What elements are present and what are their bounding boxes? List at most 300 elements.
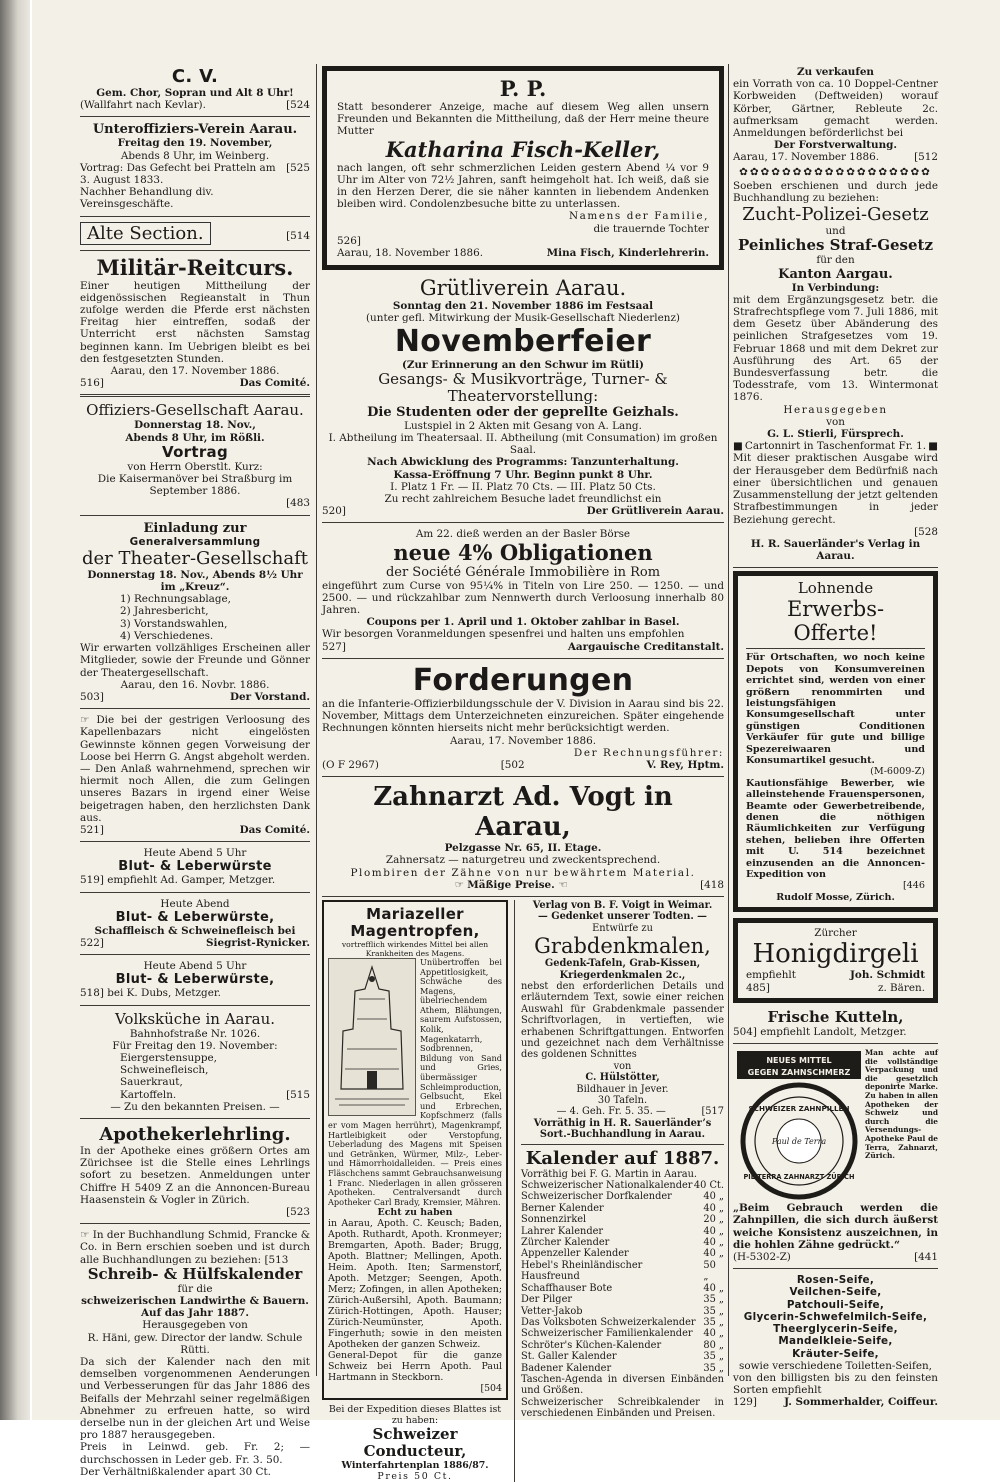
ad-offiziers-vortrag: Vortrag — [161, 442, 229, 461]
divider — [322, 776, 724, 777]
ad-unteroffiziers-title: Unteroffiziers-Verein Aarau. — [92, 122, 298, 138]
ad-kapellen-text: Die bei der gestrigen Verloosung des Kapellenbazars nicht eingelösten Gewinnste können gegen Vorweisung der Loose bei Herrn G. Angst abgeholt werden. — Den Anlaß wahrnehmend, sprechen wir hiermit noch Allen, die zum Gelingen unseres Bazars in irgend einer Weise beigetragen haben, den herzlichsten Dank aus. — [80, 714, 310, 824]
ad-theater-head1: Einladung zur — [143, 520, 247, 536]
ad-honig-name: Joh. Schmidt — [849, 969, 925, 982]
ad-lohnende-text2: Kautionsfähige Bewerber, wie alleinstehende Frauenspersonen, Beamte oder Gewerbetreibende, denen die nöthigen Räumlichkeiten zur Verfügung stehen, belieben ihre Offerten mit U. 514 bezeichnet einzusenden an die Annoncen-Expedition von — [746, 777, 925, 881]
kalender-price: 80 „ — [703, 1339, 724, 1351]
kalender-row — [521, 1340, 724, 1351]
ad-militaer-sign: Das Comité. — [239, 377, 310, 390]
ad-schreib-pre: In der Buchhandlung Schmid, Francke & Co. in Bern erschien soeben und ist durch alle Buchhandlungen zu beziehen: — [80, 1229, 310, 1266]
ad-lohnende-t1: Lohnende — [797, 579, 874, 598]
ad-offiziers-title: Offiziers-Gesellschaft Aarau. — [86, 401, 304, 420]
divider — [80, 116, 310, 117]
ad-pillen-badge — [733, 1049, 865, 1202]
ad-theater-date: Donnerstag 18. Nov., Abends 8½ Uhr — [87, 568, 303, 581]
ad-alte-section — [80, 220, 310, 247]
ad-honig-ref: 485] — [746, 981, 770, 994]
ad-forder-sig1: Der Rechnungsführer: — [573, 746, 724, 759]
pointing-hand-icon: ☞ — [80, 714, 90, 727]
divider — [80, 954, 310, 955]
ad-volk-items — [80, 1052, 310, 1101]
ad-kutteln-ref: 504] — [733, 1025, 757, 1038]
ad-mariazeller — [322, 900, 508, 1482]
ad-schreib-price: Preis in Leinwd. geb. Fr. 2; — durchschossen in Leder geb. Fr. 3. 50. — [80, 1441, 310, 1466]
ad-cv-line: Gem. Chor, Sopran und Alt 8 Uhr! — [96, 87, 294, 99]
kalender-row — [521, 1363, 724, 1374]
column-rule-right — [728, 64, 729, 1376]
ad-oblig-title: neue 4% Obligationen — [393, 539, 653, 565]
ad-gruetli-memo: (Zur Erinnerung an den Schwur im Rütli) — [402, 358, 644, 371]
ad-theater-sign: Der Vorstand. — [229, 690, 310, 703]
kalender-name: Schaffhauser Bote — [521, 1282, 613, 1294]
ad-blut-siegrist — [80, 896, 310, 952]
ad-theater-item: 2) Jahresbericht, — [120, 605, 209, 618]
ring-text-4: PIL TERRA ZAHNARZT ZÜRICH — [743, 1173, 855, 1182]
ad-gruetli-with: (unter gefl. Mitwirkung der Musik-Gesellschaft Niederlenz) — [366, 312, 680, 325]
kalender-name: Das Volksboten Schweizerkalender — [521, 1316, 696, 1328]
ad-oblig-text2: Wir besorgen Voranmeldungen spesenfrei und halten uns empfohlen — [322, 628, 685, 641]
ad-straf-name: G. L. Stierli, Fürsprech. — [767, 428, 904, 441]
divider — [733, 567, 938, 568]
ad-volk-date: Für Freitag den 19. November: — [112, 1039, 278, 1052]
ad-grab-pages: 30 Tafeln. — [597, 1095, 648, 1107]
ad-kutteln — [733, 1007, 938, 1040]
ad-volk-ref: [515 — [286, 1088, 310, 1101]
ad-mariazeller-sub: vortrefflich wirkendes Mittel bei allen Krankheiten des Magens. — [341, 939, 489, 958]
ad-pp-name: Katharina Fisch-Keller, — [385, 136, 661, 162]
ad-oblig-ref: 527] — [322, 640, 346, 653]
ad-oblig-sign: Aargauische Creditanstalt. — [567, 640, 724, 653]
ad-conducteur-price: Preis 50 Ct. — [377, 1471, 453, 1482]
pointing-hand-icon: ☞ — [80, 1229, 90, 1242]
ring-text-2: GEGEN ZAHNSCHMERZ — [747, 1068, 851, 1078]
kalender-price: 50 „ — [703, 1259, 716, 1283]
ad-kalender-tail2: Schweizerischer Schreibkalender in verschiedenen Einbänden und Preisen. — [521, 1396, 724, 1420]
ad-kalender-title: Kalender auf 1887. — [525, 1147, 720, 1169]
kalender-row — [521, 1306, 724, 1317]
ad-zahnarzt-l3: Mäßige Preise. — [467, 878, 555, 891]
ad-conducteur-title: Schweizer Conducteur, — [363, 1425, 467, 1461]
column-left — [80, 64, 310, 1478]
ad-forder-text: an die Infanterie-Offizierbildungsschule der V. Division in Aarau sind bis 22. November, Mittags dem Unterzeichneten einzureichen. Später eingehende Rechnungen könnten hierseits nicht mehr berücksichtigt werden. — [322, 697, 724, 735]
ad-militaer-ref: 516] — [80, 377, 104, 390]
ad-straf-pre: Soeben erschienen und durch jede Buchhandlung zu beziehen: — [733, 179, 938, 205]
ad-blut-dubs — [80, 958, 310, 1001]
ad-honig-place: z. Bären. — [877, 981, 925, 994]
ad-theater-place: im „Kreuz“. — [160, 581, 230, 594]
ad-gruetli-play2: Lustspiel in 2 Akten mit Gesang von A. Lang. — [404, 419, 642, 432]
divider — [80, 394, 310, 397]
divider — [80, 1223, 310, 1224]
ad-blut2-title: Blut- & Leberwürste, — [115, 909, 275, 925]
ad-zahnarzt-title: Zahnarzt Ad. Vogt in Aarau, — [373, 782, 673, 843]
kalender-price: 40 „ — [703, 1225, 724, 1237]
ad-grab-kalender — [521, 900, 724, 1482]
ad-offiziers — [80, 400, 310, 511]
ad-straf-ref: [528 — [914, 525, 938, 538]
ad-pp-sig1: Namens der Familie, — [568, 210, 709, 223]
ad-straf-von: von — [826, 415, 845, 428]
ad-volk-title: Volksküche in Aarau. — [114, 1009, 276, 1028]
ad-lohnende-t2: Erwerbs-Offerte! — [786, 597, 885, 646]
kalender-name: Badener Kalender — [521, 1362, 612, 1374]
ad-kutteln-line: empfiehlt Landolt, Metzger. — [760, 1025, 907, 1038]
ad-forder-sig2: V. Rey, Hptm. — [646, 758, 724, 771]
ad-zahnarzt-addr: Pelzgasse Nr. 65, II. Etage. — [444, 842, 602, 855]
ad-alte-ref: [514 — [286, 229, 310, 242]
ad-blut3-title: Blut- & Leberwürste, — [115, 972, 275, 988]
divider — [80, 250, 310, 251]
kalender-price: 40 „ — [703, 1202, 724, 1214]
kalender-row — [521, 1237, 724, 1248]
ad-pillen-quote: „Beim Gebrauch werden die Zahnpillen, die sich durch äußerst weiche Konsistenz auszeichnen, in die hohlen Zähne gedrückt.“ — [733, 1202, 938, 1251]
ad-conducteur-pre: Bei der Expedition dieses Blattes ist zu haben: — [328, 1404, 502, 1427]
ad-volk-item: Schweinefleisch, — [120, 1064, 209, 1077]
kalender-price: 40 „ — [703, 1328, 724, 1340]
ad-mariazeller-depot: General-Depot für die ganze Schweiz bei Herrn Apoth. Paul Hartmann in Steckborn. — [328, 1350, 502, 1384]
ad-verkaufen-sign: Der Forstverwaltung. — [773, 139, 898, 152]
kalender-price: 35 „ — [703, 1305, 724, 1317]
kalender-row — [521, 1214, 724, 1225]
ad-grab-ref: [517 — [701, 1106, 724, 1118]
ad-blut1-line: empfiehlt Ad. Gamper, Metzger. — [107, 874, 276, 887]
ad-volk-item: Eiergerstensuppe, — [120, 1051, 217, 1064]
ad-gruetli-big: Novemberfeier — [394, 323, 652, 359]
ad-grab-items: Gedenk-Tafeln, Grab-Kissen, Kriegerdenkmalen 2c., — [544, 958, 701, 981]
ad-offiziers-by: von Herrn Oberstlt. Kurz: — [127, 460, 263, 473]
ad-grab-title: Grabdenkmalen, — [534, 934, 711, 959]
ad-grab-pre: Entwürfe zu — [592, 922, 653, 934]
kalender-name: Berner Kalender — [521, 1202, 604, 1214]
ad-conducteur-sub: Winterfahrtenplan 1886/87. — [341, 1460, 489, 1472]
ad-zahnarzt-l2: Plombiren der Zähne von nur bewährtem Material. — [350, 866, 696, 879]
ad-lohnende-ref: [446 — [902, 880, 925, 892]
ad-lohnende-code: (M-6009-Z) — [870, 766, 925, 778]
ad-grab-avail: Vorräthig in H. R. Sauerländer’s Sort.-Buchhandlung in Aarau. — [533, 1117, 712, 1141]
ad-schreibkalender — [80, 1227, 310, 1480]
ad-grab-role: Bildhauer in Jever. — [576, 1083, 669, 1095]
ad-blut2-line2: Siegrist-Rynicker. — [206, 936, 310, 949]
ad-seifen-sign: J. Sommerhalder, Coiffeur. — [784, 1396, 938, 1409]
ad-seifen — [733, 1272, 938, 1410]
ad-gruetli-date: Sonntag den 21. November 1886 im Festsaal — [392, 300, 654, 313]
ad-zu-verkaufen — [733, 64, 938, 166]
seal-center-text: Paul de Terra — [771, 1137, 827, 1147]
ad-cv-ref: [524 — [286, 99, 310, 112]
ad-seifen-item: Mandelkleie-Seife, — [778, 1335, 893, 1348]
kalender-name: Lahrer Kalender — [521, 1225, 604, 1237]
divider — [322, 658, 724, 659]
divider — [322, 896, 724, 897]
kalender-price: 40 Ct. — [693, 1180, 724, 1192]
ad-grab-price: — 4. Geh. Fr. 5. 35. — — [556, 1106, 666, 1118]
black-square-bullet-icon: ■ — [928, 440, 938, 453]
ad-theater — [80, 519, 310, 705]
divider — [80, 216, 310, 217]
ad-seifen-item: Patchouli-Seife, — [786, 1298, 885, 1311]
ad-blut3-ref: 518] — [80, 987, 104, 1000]
ad-gruetli-invite: Zu recht zahlreichem Besuche ladet freundlichst ein — [384, 493, 662, 506]
ad-verkaufen-date: Aarau, 17. November 1886. — [733, 151, 880, 164]
ad-unteroffiziers-date: Freitag den 19. November, — [117, 137, 273, 150]
ad-straf-hrsg: Herausgegeben — [783, 403, 888, 416]
ad-forder-ref: [502 — [500, 758, 525, 771]
ad-schreib-for: für die — [177, 1282, 213, 1295]
ad-pp-date: Aarau, 18. November 1886. — [337, 247, 484, 260]
ad-volk-item: Sauerkraut, — [120, 1076, 183, 1089]
scan-binding-edge — [0, 0, 30, 1420]
ad-theater-title: der Theater-Gesellschaft — [81, 547, 309, 569]
ad-schreib-title: Schreib- & Hülfskalender — [87, 1264, 303, 1283]
kalender-row — [521, 1351, 724, 1362]
ad-grab-pub: Verlag von B. F. Voigt in Weimar. — [532, 899, 713, 911]
ad-seifen-item: Veilchen-Seife, — [789, 1286, 882, 1299]
ad-blut2-line1: Schaffleisch & Schweinefleisch bei — [94, 924, 296, 937]
ad-mariazeller-text: Unübertroffen bei Appetitlosigkeit, Schwäche des Magens, übelriechendem Athem, Blähungen, saurem Aufstossen, Kolik, Magenkatarrh, Sodbrennen, Bildung von Sand und Gries, übermässiger Schleimproduction, Gelbsucht, Ekel und Erbrechen, Kopfschmerz (falls er vom Magen herrührt), Magenkrampf, Hartleibigkeit oder Verstopfung, Ueberladung des Magens mit Speisen und Getränken, Würmer, Milz-, Leber- und Hämorrhoidalleiden. — Preis eines Fläschchens sammt Gebrauchsanweisung 1 Franc. Niederlagen in allen grösseren Apotheken. Centralversandt durch Apotheker Carl Brady, Kremsier, Mähren. — [328, 956, 502, 1207]
ad-cv-sub: (Wallfahrt nach Kevlar). — [80, 99, 206, 112]
ad-grab-by: von — [613, 1060, 632, 1072]
ad-schreib-editor: Herausgegeben von — [142, 1319, 248, 1332]
kalender-name: Schröter's Küchen-Kalender — [521, 1339, 662, 1351]
kalender-row — [521, 1226, 724, 1237]
divider — [746, 648, 925, 649]
ad-theater-items — [80, 593, 310, 642]
ad-militaer-date: Aarau, den 17. November 1886. — [110, 365, 280, 378]
ad-zahnarzt-l1: Zahnersatz — naturgetreu und zweckentsprechend. — [385, 854, 661, 867]
ad-pp-ref: 526] — [337, 234, 361, 247]
kalender-row — [521, 1203, 724, 1214]
ad-apotheker-ref: [523 — [286, 1206, 310, 1218]
ad-verkaufen-text: ein Vorrath von ca. 10 Doppel-Centner Korbweiden (Deftweiden) worauf Körber, Gärtner, Rebleute 2c. aufmerksam gemacht werden. Anmeldungen beförderlichst bei — [733, 78, 938, 140]
ad-militaer-title: Militär-Reitcurs. — [96, 254, 294, 280]
ad-honigdirgeli — [733, 918, 938, 1003]
pointing-hand-icon: ☞ — [454, 878, 464, 891]
ad-mariazeller-box — [322, 900, 508, 1400]
divider — [733, 1268, 938, 1269]
kalender-row — [521, 1328, 724, 1339]
ad-offiziers-topic: Die Kaisermanöver bei Straßburg im September 1886. — [97, 473, 293, 498]
ad-offiziers-ref: [483 — [286, 497, 310, 510]
ad-zahnpillen — [733, 1047, 938, 1265]
kalender-price: 40 „ — [703, 1237, 724, 1249]
ad-apotheker-title: Apothekerlehrling. — [99, 1123, 291, 1145]
ad-straf-und: und — [825, 225, 846, 238]
ad-seifen-item: Kräuter-Seife, — [792, 1347, 879, 1360]
ad-seifen-item: Glycerin-Schwefelmilch-Seife, — [743, 1310, 928, 1323]
kalender-price: 35 „ — [703, 1351, 724, 1363]
ad-grab-text: nebst den erforderlichen Details und erläuterndem Text, sowie einer reichen Auswahl für Grabdenkmale passender Schriftvorlagen, in vertieften, wie erhabenen Schriftgattungen. Entworfen und gezeichnet nach dem Verhältnisse des goldenen Schnittes — [521, 980, 724, 1061]
ad-kapellen-sign: Das Comité. — [239, 823, 310, 836]
kalender-price: 40 „ — [703, 1248, 724, 1260]
ad-seifen-item: Theerglycerin-Seife, — [773, 1323, 898, 1336]
ad-straf-title1: Zucht-Polizei-Gesetz — [742, 204, 929, 226]
kalender-name: Appenzeller Kalender — [521, 1248, 629, 1260]
ad-volkskueche — [80, 1009, 310, 1115]
ad-forder-date: Aarau, 17. November 1886. — [449, 734, 597, 747]
ad-schreib-target: schweizerischen Landwirthe & Bauern. — [81, 1295, 309, 1308]
ad-schreib-name: R. Häni, gew. Director der landw. Schule Rütti. — [87, 1331, 303, 1356]
ad-blut2-pre: Heute Abend — [160, 897, 230, 910]
ad-gruetli-sign: Der Grütliverein Aarau. — [586, 505, 724, 518]
kalender-row — [521, 1283, 724, 1294]
ad-seifen-l1: sowie verschiedene Toiletten-Seifen, — [739, 1359, 932, 1372]
ad-unteroffiziers-vortrag: Vortrag: Das Gefecht bei Pratteln am 3. August 1833. — [80, 161, 276, 187]
ad-grab-head: — Gedenket unserer Todten. — — [538, 911, 707, 923]
ad-theater-item: 3) Vorstandswahlen, — [120, 617, 228, 630]
ad-apotheker — [80, 1122, 310, 1220]
ad-mariazeller-places: in Aarau, Apoth. C. Keusch; Baden, Apoth. Ruthardt, Apoth. Kronmeyer; Bremgarten, Apoth. Bader; Brugg, Apoth. Blattner; Mellingen, Apoth. Heim. Apoth. Iten; Sarmenstorf, Apoth. Metzger; Seengen, Apoth. Merz; Zofingen, in allen Apotheken; Zürich-Außersihl, Apoth. Baumann; Zürich-Hottingen, Apoth. Hauser; Zürich-Neumünster, Apoth. Fingerhuth; sowie in den meisten Apotheken der ganzen Schweiz. — [328, 1218, 502, 1351]
ad-oblig-text1: eingeführt zum Curse von 95¼% in Titeln von Lire 250. — 1250. — und 2500. — und rückzahlbar zum Nennwerth durch Verloosung innerhalb 80 Jahren. — [322, 579, 724, 617]
ad-grab-name: C. Hülstötter, — [585, 1072, 660, 1084]
kalender-price: 35 „ — [703, 1362, 724, 1374]
ad-gruetli-prices: I. Platz 1 Fr. — II. Platz 70 Cts. — III. Platz 50 Cts. — [390, 480, 656, 493]
divider — [733, 1043, 938, 1044]
ad-unteroffiziers-time: Abends 8 Uhr, im Weinberg. — [120, 149, 270, 162]
ad-theater-head2: Generalversammlung — [129, 535, 261, 548]
ad-straf-verb: In Verbindung: — [791, 281, 880, 294]
ad-verkaufen-ref: [512 — [914, 151, 938, 164]
ad-straf-title2: Peinliches Straf-Gesetz — [738, 236, 933, 255]
ad-theater-ref: 503] — [80, 690, 104, 703]
ring-text-1: NEUES MITTEL — [766, 1056, 832, 1066]
ad-theater-item: 1) Rechnungsablage, — [120, 593, 231, 606]
ad-volk-addr: Bahnhofstraße Nr. 1026. — [129, 1027, 261, 1040]
divider — [322, 522, 724, 523]
divider — [80, 892, 310, 893]
kalender-price: 35 „ — [703, 1294, 724, 1306]
ad-schreib-last: Der Verhältnißkalender apart 30 Ct. — [80, 1465, 271, 1478]
ad-gruetli-after: Nach Abwicklung des Programms: Tanzunterhaltung. — [367, 456, 679, 469]
ad-honig-title: Honigdirgeli — [752, 939, 919, 970]
ad-pp-title: P. P. — [499, 76, 547, 101]
ad-gruetli-abt: I. Abtheilung im Theatersaal. II. Abtheilung (mit Consumation) im großen Saal. — [328, 432, 718, 457]
ad-unteroffiziers-tail: Nachher Behandlung div. Vereinsgeschäfte. — [80, 186, 214, 211]
ad-straf-text: mit dem Ergänzungsgesetz betr. die Strafrechtspflege vom 7. Juli 1886, mit dem Gesetz über Abänderung des peinlichen Strafgesetzes vom 19. Februar 1868 und mit dem Dekret zur Ausführung des Art. 65 der Bundesverfassung betr. die Todesstrafe, vom 13. Wintermonat 1876. — [733, 293, 938, 404]
ad-militaer-text: Einer heutigen Mittheilung der eidgenössischen Regieanstalt in Thun zufolge werden die Pferde erst nächsten Freitag hier eintreffen, sodaß der Unterricht erst nächsten Samstag beginnen kann. Im Uebrigen bleibt es bei den festgesetzten Stunden. — [80, 279, 310, 365]
ad-mariazeller-title1: Mariazeller — [366, 904, 464, 923]
ad-forderungen — [322, 662, 724, 773]
ad-pp-sig3: Mina Fisch, Kinderlehrerin. — [546, 247, 709, 260]
divider — [80, 841, 310, 842]
kalender-name: Hebel's Rheinländischer Hausfreund — [521, 1259, 643, 1283]
ad-offiziers-date: Donnerstag 18. Nov., — [134, 419, 256, 432]
ad-lohnende-sign: Rudolf Mosse, Zürich. — [776, 891, 895, 903]
ad-kalender-pre: Vorräthig bei F. G. Martin in Aarau. — [521, 1168, 698, 1180]
ring-text-3: SCHWEIZER ZAHNPILLEN — [748, 1104, 850, 1114]
divider — [80, 708, 310, 709]
ad-theater-date2: Aarau, den 16. Novbr. 1886. — [120, 678, 270, 691]
ad-schreib-year: Auf das Jahr 1887. — [140, 1307, 249, 1320]
kalender-price: 40 „ — [703, 1191, 724, 1203]
church-illustration — [328, 958, 416, 1116]
ad-zahnarzt — [322, 780, 724, 893]
ad-blut3-line: bei K. Dubs, Metzger. — [107, 987, 221, 1000]
ad-blut3-pre: Heute Abend 5 Uhr — [143, 960, 247, 973]
column-middle — [322, 64, 724, 1482]
ad-seifen-l2: von den billigsten bis zu den feinsten Sorten empfiehlt — [733, 1371, 938, 1397]
kalender-name: Sonnenzirkel — [521, 1214, 587, 1226]
pointing-hand-icon: ☜ — [558, 878, 568, 891]
ad-straf-sign: H. R. Sauerländer's Verlag in Aarau. — [750, 537, 921, 563]
kalender-name: St. Galler Kalender — [521, 1351, 617, 1363]
column-rule-left — [316, 64, 317, 1376]
ad-erwerbs-offerte — [733, 571, 938, 912]
ad-kapellenbazar — [80, 712, 310, 838]
kalender-row — [521, 1294, 724, 1305]
ad-zahnarzt-ref: [418 — [700, 878, 724, 891]
ad-gruetli-title: Grütliverein Aarau. — [419, 276, 627, 301]
kalender-price: 20 „ — [703, 1214, 724, 1226]
ad-kalender-tail1: Taschen-Agenda in diversen Einbänden und Größen. — [521, 1373, 724, 1397]
ad-gruetli-prog: Gesangs- & Musikvorträge, Turner- & Theatervorstellung: — [378, 369, 668, 405]
ad-theater-text: Wir erwarten vollzähliges Erscheinen aller Mitglieder, sowie der Freunde und Gönner der Theatergesellschaft. — [80, 642, 310, 679]
divider — [80, 1005, 310, 1006]
ad-schreib-ref: [513 — [264, 1253, 289, 1266]
middle-lower-row — [322, 900, 724, 1482]
kalender-name: Schweizerischer Dorfkalender — [521, 1191, 672, 1203]
divider — [80, 1118, 310, 1119]
ad-straf-cart: Cartonnirt in Taschenformat Fr. 1. — [744, 440, 927, 453]
ad-unteroffiziers — [80, 120, 310, 212]
kalender-row — [521, 1180, 724, 1191]
ad-death-notice — [322, 66, 724, 270]
kalender-name: Schweizerischer Nationalkalender — [521, 1180, 693, 1192]
ad-apotheker-text: In der Apotheke eines größern Ortes am Zürichsee ist die Stelle eines Lehrlings sofort zu besetzen. Anmeldungen unter Chiffre H 5409 Z an die Annoncen-Bureau Haasenstein & Vogler in Zürich. — [80, 1144, 310, 1206]
ad-forder-title: Forderungen — [412, 662, 634, 698]
ad-blut2-ref: 522] — [80, 936, 104, 949]
kalender-name: Der Pilger — [521, 1294, 573, 1306]
ad-gruetli-ref: 520] — [322, 505, 346, 518]
kalender-name: Zürcher Kalender — [521, 1237, 610, 1249]
ad-unteroffiziers-ref: [525 — [286, 161, 310, 174]
black-square-bullet-icon: ■ — [733, 440, 743, 453]
column-right — [733, 64, 938, 1409]
ad-alte-title: Alte Section. — [80, 222, 211, 245]
ad-strafgesetz — [733, 178, 938, 564]
ad-oblig-sub: der Société Générale Immobilière in Rom — [385, 564, 661, 580]
ad-oblig-coupons: Coupons per 1. April und 1. Oktober zahlbar in Basel. — [366, 616, 680, 629]
ad-honig-emp: empfiehlt — [746, 969, 796, 982]
ad-kutteln-title: Frische Kutteln, — [767, 1007, 904, 1026]
kalender-name: Schweizerischer Familienkalender — [521, 1328, 693, 1340]
ad-blut-gamper — [80, 845, 310, 888]
ad-oblig-pre: Am 22. dieß werden an der Basler Börse — [415, 528, 631, 541]
ad-cv — [80, 64, 310, 113]
ad-mariazeller-ref: [504 — [480, 1383, 502, 1395]
ad-mariazeller-title2: Magentropfen, — [350, 921, 480, 940]
ad-blut1-title: Blut- & Leberwürste — [118, 859, 272, 875]
ad-pillen-side: Man achte auf die vollständige Verpackung und die gesetzlich deponirte Marke. Zu haben in allen Apotheken der Schweiz und durch die Versendungs-Apotheke Paul de Terra, Zahnarzt, Zürich. — [865, 1048, 938, 1161]
kalender-row — [521, 1260, 724, 1283]
ad-gruetliverein — [322, 274, 724, 519]
ad-volk-tail: — Zu den bekannten Preisen. — — [110, 1100, 280, 1113]
ad-gruetli-kasse: Kassa-Eröffnung 7 Uhr. Beginn punkt 8 Uhr. — [393, 468, 653, 481]
kalender-price: 40 „ — [703, 1282, 724, 1294]
kalender-price: 35 „ — [703, 1316, 724, 1328]
zahnpillen-seal-icon — [733, 1049, 865, 1199]
ad-obligationen — [322, 526, 724, 654]
ad-offiziers-time: Abends 8 Uhr, im Rößli. — [125, 431, 265, 444]
ad-gruetli-play: Die Studenten oder der geprellte Geizhals. — [367, 404, 679, 420]
kalender-name: Vetter-Jakob — [521, 1305, 583, 1317]
ad-blut1-pre: Heute Abend 5 Uhr — [143, 847, 247, 860]
kalender-row — [521, 1248, 724, 1259]
ad-militaer — [80, 254, 310, 392]
ad-seifen-item: Rosen-Seife, — [796, 1274, 875, 1287]
inner-column-rule — [514, 900, 515, 1482]
ad-seifen-ref: 129] — [733, 1396, 757, 1409]
ad-straf-title3: Kanton Aargau. — [778, 266, 893, 282]
